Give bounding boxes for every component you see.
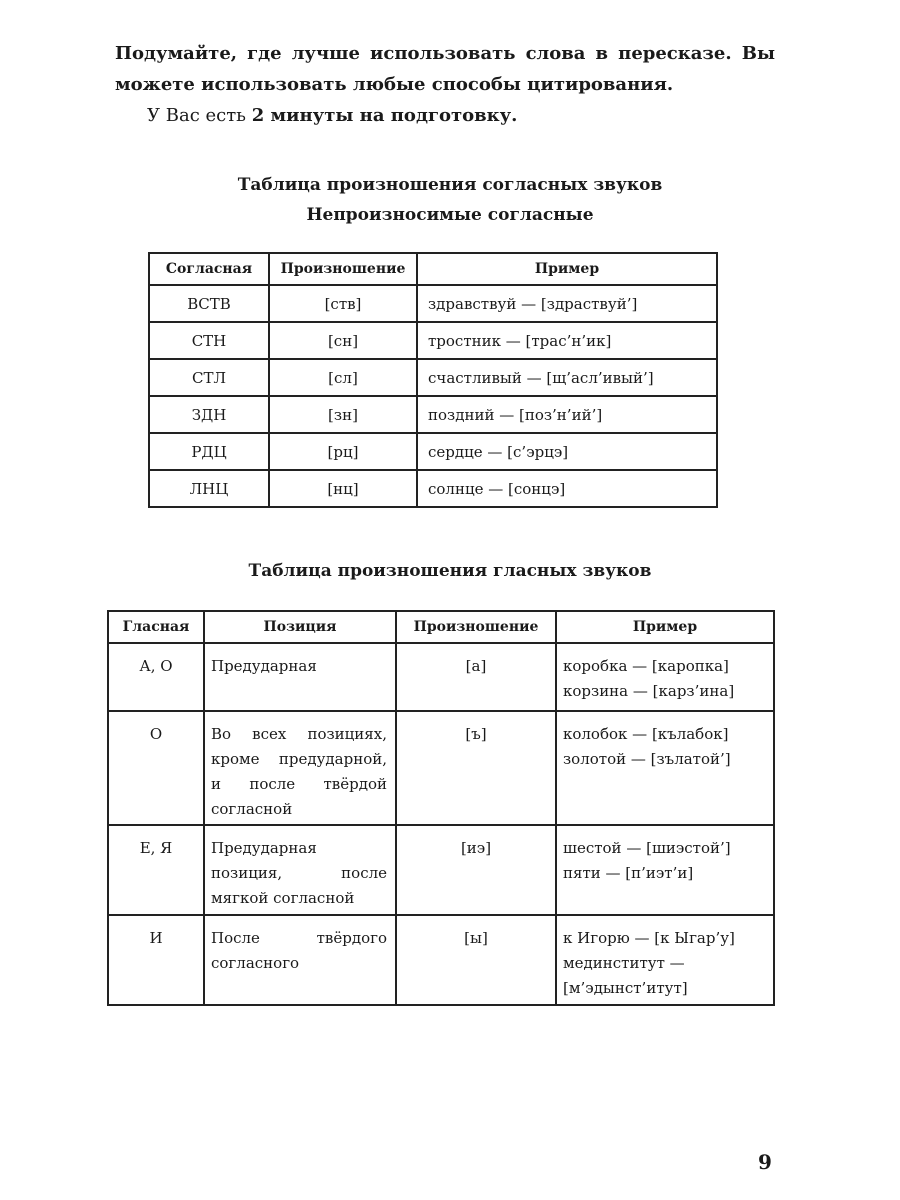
vowel-table [107, 610, 775, 1006]
vowel-table-title: Таблица произношения гласных звуков [248, 561, 652, 581]
cell-consonant: СТЛ [149, 359, 269, 396]
cell-pronunciation: [ы] [396, 915, 556, 1005]
intro-paragraph-2-bold: 2 минуты на подготовку. [251, 105, 518, 126]
table-row [149, 322, 717, 359]
cell-pronunciation: [а] [396, 643, 556, 711]
cell-example: здравствуй — [здраствуй’] [417, 285, 717, 322]
header-pronunciation: Произношение [396, 611, 556, 643]
cell-consonant: СТН [149, 322, 269, 359]
cell-vowel: Е, Я [108, 825, 204, 915]
table-row [149, 285, 717, 322]
cell-example: солнце — [сонцэ] [417, 470, 717, 507]
header-example: Пример [556, 611, 774, 643]
cell-example: колобок — [кълабок] золотой — [зълатой’] [556, 711, 774, 825]
cell-pronunciation: [ъ] [396, 711, 556, 825]
table-row [108, 915, 774, 1005]
consonant-table-subtitle: Непроизносимые согласные [306, 205, 594, 225]
intro-paragraph-2 [115, 100, 775, 131]
cell-example: сердце — [с’эрцэ] [417, 433, 717, 470]
table-row [149, 470, 717, 507]
table-row [149, 396, 717, 433]
consonant-table [148, 252, 718, 508]
table-row [149, 359, 717, 396]
consonant-table-header [149, 253, 717, 285]
header-consonant: Согласная [149, 253, 269, 285]
cell-pronunciation: [иэ] [396, 825, 556, 915]
cell-vowel: О [108, 711, 204, 825]
intro-paragraph-1: Подумайте, где лучше использовать слова в пересказе. Вы можете использовать любые способы цитирования. [115, 43, 775, 95]
cell-position: После твёрдого согласного [204, 915, 396, 1005]
cell-pronunciation: [рц] [269, 433, 417, 470]
intro-text [115, 38, 775, 131]
cell-pronunciation: [сн] [269, 322, 417, 359]
consonant-table-title: Таблица произношения согласных звуков [237, 175, 663, 195]
cell-consonant: ЛНЦ [149, 470, 269, 507]
cell-consonant: ЗДН [149, 396, 269, 433]
page-number: 9 [758, 1150, 772, 1174]
table-row [108, 825, 774, 915]
cell-pronunciation: [сл] [269, 359, 417, 396]
cell-consonant: ВСТВ [149, 285, 269, 322]
cell-pronunciation: [нц] [269, 470, 417, 507]
cell-consonant: РДЦ [149, 433, 269, 470]
header-position: Позиция [204, 611, 396, 643]
intro-paragraph-2-prefix: У Вас есть [147, 105, 252, 126]
cell-example: коробка — [каропка] корзина — [карз’ина] [556, 643, 774, 711]
cell-vowel: А, О [108, 643, 204, 711]
header-example: Пример [417, 253, 717, 285]
cell-example: поздний — [поз’н’ий’] [417, 396, 717, 433]
cell-example: счастливый — [щ’асл’ивый’] [417, 359, 717, 396]
cell-example: к Игорю — [к Ыгар’у] мединститут — [м’эдынст’итут] [556, 915, 774, 1005]
cell-pronunciation: [ств] [269, 285, 417, 322]
cell-vowel: И [108, 915, 204, 1005]
cell-position: Во всех позициях, кроме предударной, и после твёрдой согласной [204, 711, 396, 825]
cell-example: шестой — [шиэстой’] пяти — [п’иэт’и] [556, 825, 774, 915]
cell-position: Предударная позиция, после мягкой согласной [204, 825, 396, 915]
table-row [108, 643, 774, 711]
cell-position: Предударная [204, 643, 396, 711]
cell-example: тростник — [трас’н’ик] [417, 322, 717, 359]
table-row [149, 433, 717, 470]
table-row [108, 711, 774, 825]
cell-pronunciation: [зн] [269, 396, 417, 433]
header-vowel: Гласная [108, 611, 204, 643]
header-pronunciation: Произношение [269, 253, 417, 285]
vowel-table-header [108, 611, 774, 643]
